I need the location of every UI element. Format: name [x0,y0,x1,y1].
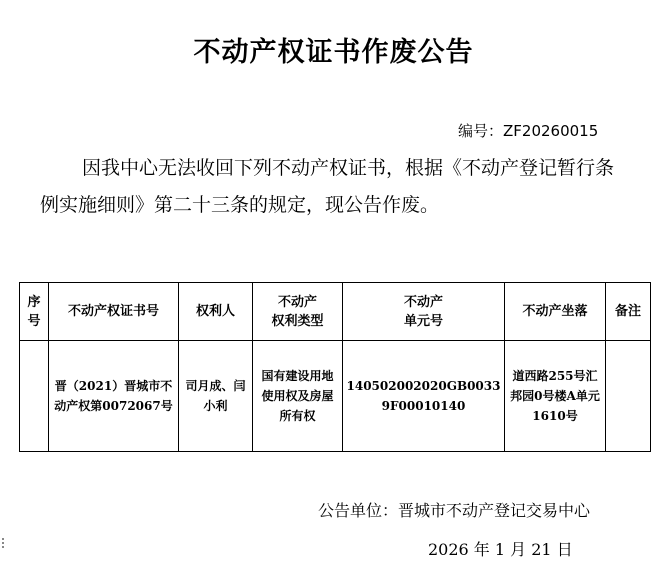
announcement-body: 因我中心无法收回下列不动产权证书，根据《不动产登记暂行条例实施细则》第二十三条的规定，现公告作废。 [40,157,615,216]
header-seq: 序号 [20,283,49,341]
header-unit-no-line1: 不动产 [403,294,443,310]
publisher-line: 公告单位：晋城市不动产登记交易中心 [318,501,591,520]
cell-seq [20,341,49,452]
header-right-type [253,283,343,341]
header-right-type-line1: 不动产 [277,294,317,310]
cell-location: 道西路255号汇邦园0号楼A单元1610号 [505,341,606,452]
header-cert-no: 不动产权证书号 [49,283,179,341]
table-row [20,341,651,452]
header-location: 不动产坐落 [505,283,606,341]
announcement-title: 不动产权证书作废公告 [193,37,474,68]
header-unit-no [343,283,505,341]
header-unit-no-line2: 单元号 [403,313,443,329]
announcement-date: 2026 年 1 月 21 日 [428,540,573,559]
cell-cert-no: 晋（2021）晋城市不动产权第0072067号 [49,341,179,452]
cell-right-type: 国有建设用地使用权及房屋所有权 [253,341,343,452]
certificate-table [19,282,651,452]
header-holder: 权利人 [179,283,253,341]
header-right-type-line2: 权利类型 [271,313,324,329]
table-header-row [20,283,651,341]
cell-remark [606,341,651,452]
cell-unit-no: 140502002020GB00339F00010140 [343,341,505,452]
drag-handle-icon[interactable] [2,538,8,552]
header-remark: 备注 [606,283,651,341]
cell-holder: 司月成、闫小利 [179,341,253,452]
document-number: 编号：ZF20260015 [458,122,599,140]
